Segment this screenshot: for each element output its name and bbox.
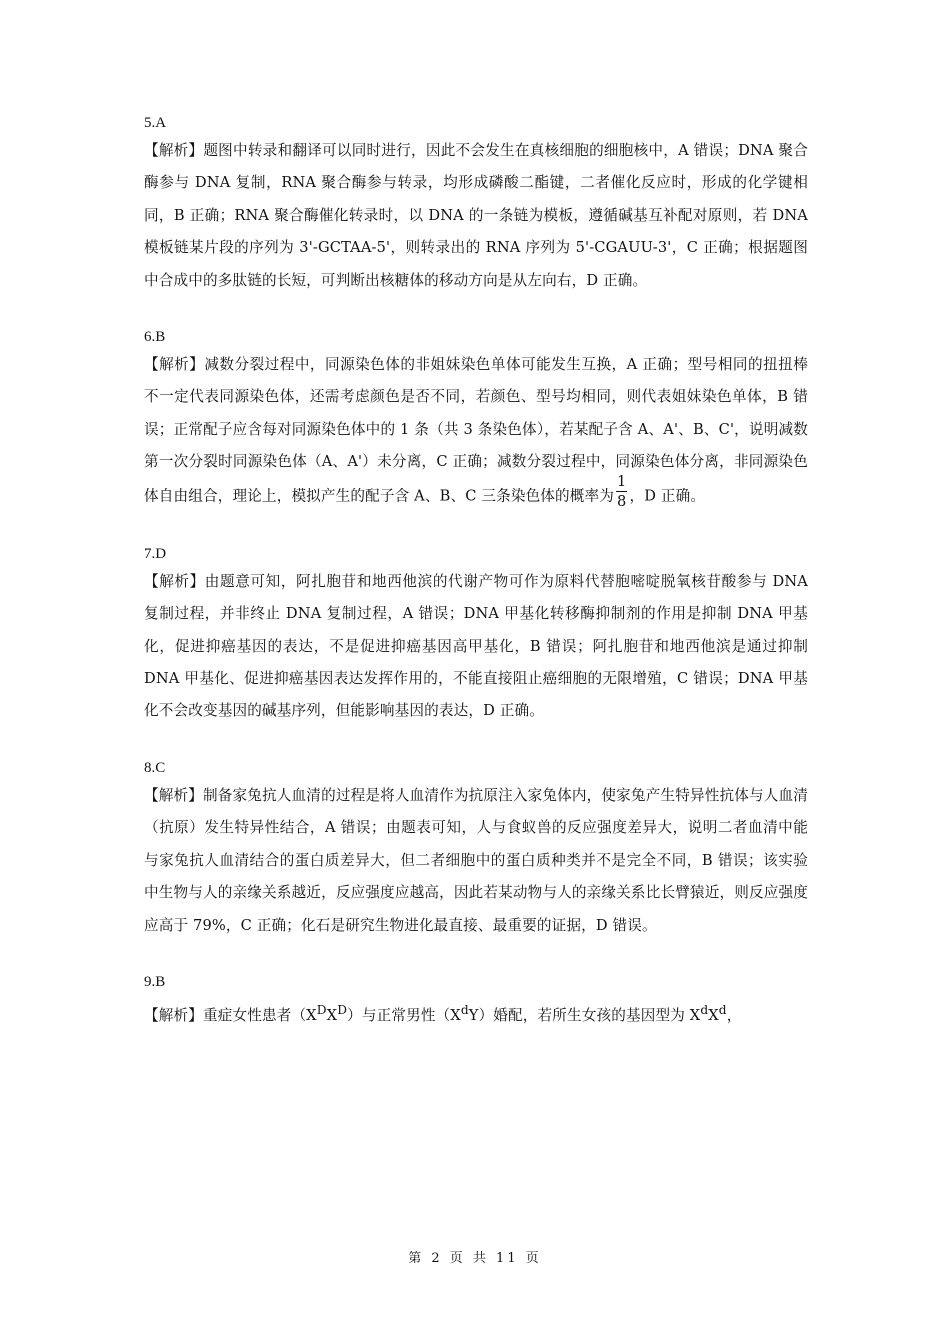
text-segment: ）与正常男性（X <box>347 1006 461 1024</box>
analysis-text-before-fraction: 【解析】减数分裂过程中，同源染色体的非姐妹染色单体可能发生互换，A 正确；型号相同的扭扭棒不一定代表同源染色体，还需考虑颜色是否不同，若颜色、型号均相同，则代表姐妹染色单体，B 错误；正常配子应含每对同源染色体中的 1 条（共 3 条染色体），若某配子含 A、A'、B、C'，说明减数第一次分裂时同源染色体（A、A'）未分离，C 正确；减数分裂过程中，同源染色体分离，非同源染色体自由组合，理论上，模拟产生的配子含 A、B、C 三条染色体的概率为 <box>144 356 808 505</box>
fraction-one-eighth <box>616 472 627 511</box>
analysis-text <box>144 349 808 514</box>
analysis-text: 【解析】由题意可知，阿扎胞苷和地西他滨的代谢产物可作为原料代替胞嘧啶脱氧核苷酸参与 DNA 复制过程，并非终止 DNA 复制过程，A 错误；DNA 甲基化转移酶抑制剂的作用是抑制 DNA 甲基化，促进抑癌基因的表达，不是促进抑癌基因高甲基化，B 错误；阿扎胞苷和地西他滨是通过抑制 DNA 甲基化、促进抑癌基因表达发挥作用的，不能直接阻止癌细胞的无限增殖，C 错误；DNA 甲基化不会改变基因的碱基序列，但能影响基因的表达，D 正确。 <box>144 572 808 720</box>
question-number: 8.C <box>144 759 166 776</box>
answer-content <box>144 113 808 1062</box>
text-segment: ， <box>726 1006 742 1024</box>
question-number: 9.B <box>144 973 166 990</box>
answer-block-6 <box>144 327 808 514</box>
question-number: 7.D <box>144 545 167 562</box>
superscript-allele: d <box>718 1002 727 1017</box>
text-segment: X <box>708 1006 719 1024</box>
page-footer: 第 2 页 共 11 页 <box>408 1251 542 1266</box>
analysis-text: 【解析】制备家兔抗人血清的过程是将人血清作为抗原注入家兔体内，使家兔产生特异性抗体与人血清（抗原）发生特异性结合，A 错误；由题表可知，人与食蚁兽的反应强度差异大，说明二者血清中能与家兔抗人血清结合的蛋白质差异大，但二者细胞中的蛋白质种类并不是完全不同，B 错误；该实验中生物与人的亲缘关系越近，反应强度应越高，因此若某动物与人的亲缘关系比长臂猿近，则反应强度应高于 79%，C 正确；化石是研究生物进化最直接、最重要的证据，D 错误。 <box>144 786 808 934</box>
answer-block-7 <box>144 544 808 728</box>
answer-block-8 <box>144 758 808 942</box>
superscript-allele: D <box>337 1002 348 1017</box>
analysis-text <box>144 994 808 1032</box>
superscript-allele: d <box>460 1002 469 1017</box>
text-segment: Y）婚配，若所生女孩的基因型为 X <box>468 1006 701 1024</box>
question-number: 5.A <box>144 115 167 131</box>
answer-block-5 <box>144 113 808 297</box>
question-number: 6.B <box>144 329 166 346</box>
fraction-denominator: 8 <box>617 493 627 511</box>
text-segment: X <box>326 1006 338 1024</box>
superscript-allele: d <box>700 1002 709 1017</box>
fraction-numerator: 1 <box>616 475 627 493</box>
analysis-text: 【解析】题图中转录和翻译可以同时进行，因此不会发生在真核细胞的细胞核中，A 错误；DNA 聚合酶参与 DNA 复制，RNA 聚合酶参与转录，均形成磷酸二酯键，二者催化反应时，形成的化学键相同，B 正确；RNA 聚合酶催化转录时，以 DNA 的一条链为模板，遵循碱基互补配对原则，若 DNA 模板链某片段的序列为 3'-GCTAA-5'，则转录出的 RNA 序列为 5'-CGAUU-3'，C 正确；根据题图中合成中的多肽链的长短，可判断出核糖体的移动方向是从左向右，D 正确。 <box>144 142 808 289</box>
superscript-allele: D <box>316 1002 327 1017</box>
text-segment: 【解析】重症女性患者（X <box>144 1006 317 1024</box>
analysis-text-after-fraction: ，D 正确。 <box>629 487 706 505</box>
answer-block-9 <box>144 972 808 1032</box>
